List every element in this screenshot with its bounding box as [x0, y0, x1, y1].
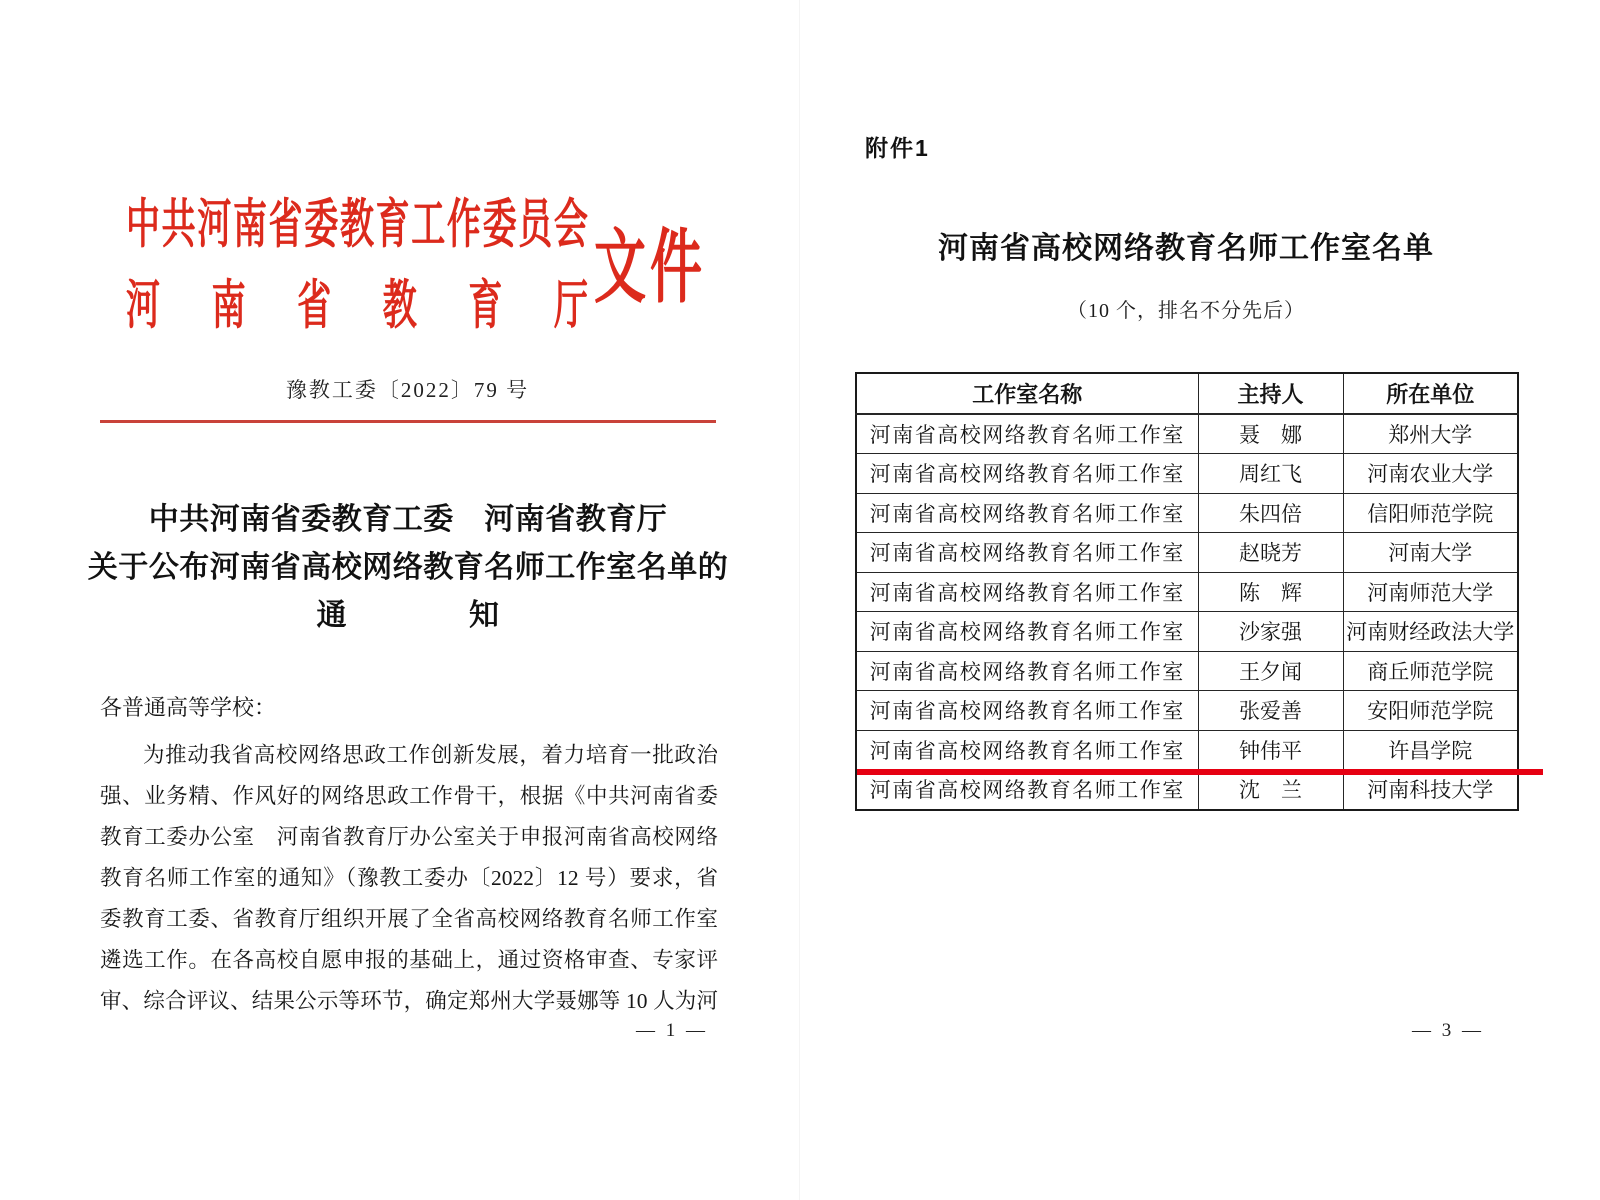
cell-workshop-name: 河南省高校网络教育名师工作室	[856, 454, 1198, 494]
document-number: 豫教工委〔2022〕79 号	[285, 378, 530, 402]
header-workshop-name: 工作室名称	[856, 373, 1198, 414]
cell-host: 张爱善	[1198, 691, 1343, 731]
cell-workshop-name: 河南省高校网络教育名师工作室	[856, 414, 1198, 454]
salutation: 各普通高等学校：	[100, 695, 277, 720]
table-row	[856, 454, 1518, 494]
list-subtitle: （10 个，排名不分先后）	[1067, 300, 1305, 322]
table-row	[856, 533, 1518, 573]
body-line: 为推动我省高校网络思政工作创新发展，着力培育一批政治	[143, 743, 718, 767]
table-row	[856, 770, 1518, 810]
cell-host: 周红飞	[1198, 454, 1343, 494]
table-row	[856, 414, 1518, 454]
body-line: 委教育工委、省教育厅组织开展了全省高校网络教育名师工作室	[100, 907, 718, 931]
cell-unit: 许昌学院	[1343, 730, 1518, 770]
page-3	[800, 0, 1600, 1200]
cell-host: 沙家强	[1198, 612, 1343, 652]
red-highlight-underline	[857, 769, 1543, 775]
cell-workshop-name: 河南省高校网络教育名师工作室	[856, 493, 1198, 533]
cell-host: 朱四倍	[1198, 493, 1343, 533]
cell-workshop-name: 河南省高校网络教育名师工作室	[856, 730, 1198, 770]
letterhead-line-1: 中 共 河 南 省 委 教 育 工 作 委 员 会	[126, 196, 588, 255]
cell-host: 钟伟平	[1198, 730, 1343, 770]
page-number-3: — 3 —	[1412, 1020, 1484, 1041]
body-paragraph	[100, 735, 718, 1022]
table-row	[856, 651, 1518, 691]
cell-unit: 河南师范大学	[1343, 572, 1518, 612]
cell-unit: 河南农业大学	[1343, 454, 1518, 494]
cell-workshop-name: 河南省高校网络教育名师工作室	[856, 691, 1198, 731]
table-header-row	[856, 373, 1518, 414]
cell-host: 沈 兰	[1198, 770, 1343, 810]
body-line: 遴选工作。在各高校自愿申报的基础上，通过资格审查、专家评	[100, 948, 718, 972]
letterhead-suffix: 文件	[594, 225, 707, 314]
letterhead-line-2: 河 南 省 教 育 厅	[126, 277, 588, 336]
header-host: 主持人	[1198, 373, 1343, 414]
cell-host: 聂 娜	[1198, 414, 1343, 454]
cell-unit: 河南财经政法大学	[1343, 612, 1518, 652]
cell-unit: 商丘师范学院	[1343, 651, 1518, 691]
body-line: 教育名师工作室的通知》（豫教工委办〔2022〕12 号）要求，省	[100, 866, 718, 890]
cell-unit: 安阳师范学院	[1343, 691, 1518, 731]
body-line: 审、综合评议、结果公示等环节，确定郑州大学聂娜等 10 人为河	[100, 989, 718, 1013]
table-row	[856, 730, 1518, 770]
cell-unit: 郑州大学	[1343, 414, 1518, 454]
cell-host: 陈 辉	[1198, 572, 1343, 612]
table-row	[856, 612, 1518, 652]
cell-unit: 河南科技大学	[1343, 770, 1518, 810]
cell-unit: 信阳师范学院	[1343, 493, 1518, 533]
cell-host: 王夕闻	[1198, 651, 1343, 691]
document-title-line-1: 中共河南省委教育工委 河南省教育厅	[148, 503, 668, 536]
table-row	[856, 691, 1518, 731]
letterhead-divider-rule	[100, 420, 716, 423]
body-line: 教育工委办公室 河南省教育厅办公室关于申报河南省高校网络	[100, 825, 718, 849]
body-line: 强、业务精、作风好的网络思政工作骨干，根据《中共河南省委	[100, 784, 718, 808]
document-title-line-3: 通 知	[316, 599, 500, 632]
table-row	[856, 493, 1518, 533]
cell-unit: 河南大学	[1343, 533, 1518, 573]
page-number-1: — 1 —	[636, 1020, 708, 1041]
list-title: 河南省高校网络教育名师工作室名单	[938, 232, 1434, 265]
cell-workshop-name: 河南省高校网络教育名师工作室	[856, 770, 1198, 810]
workshop-table	[855, 372, 1519, 811]
attachment-label: 附件1	[865, 135, 930, 161]
cell-workshop-name: 河南省高校网络教育名师工作室	[856, 612, 1198, 652]
cell-host: 赵晓芳	[1198, 533, 1343, 573]
document-title-line-2: 关于公布河南省高校网络教育名师工作室名单的	[87, 551, 729, 584]
table-row	[856, 572, 1518, 612]
header-unit: 所在单位	[1343, 373, 1518, 414]
document-title	[52, 496, 764, 640]
cell-workshop-name: 河南省高校网络教育名师工作室	[856, 651, 1198, 691]
cell-workshop-name: 河南省高校网络教育名师工作室	[856, 572, 1198, 612]
cell-workshop-name: 河南省高校网络教育名师工作室	[856, 533, 1198, 573]
